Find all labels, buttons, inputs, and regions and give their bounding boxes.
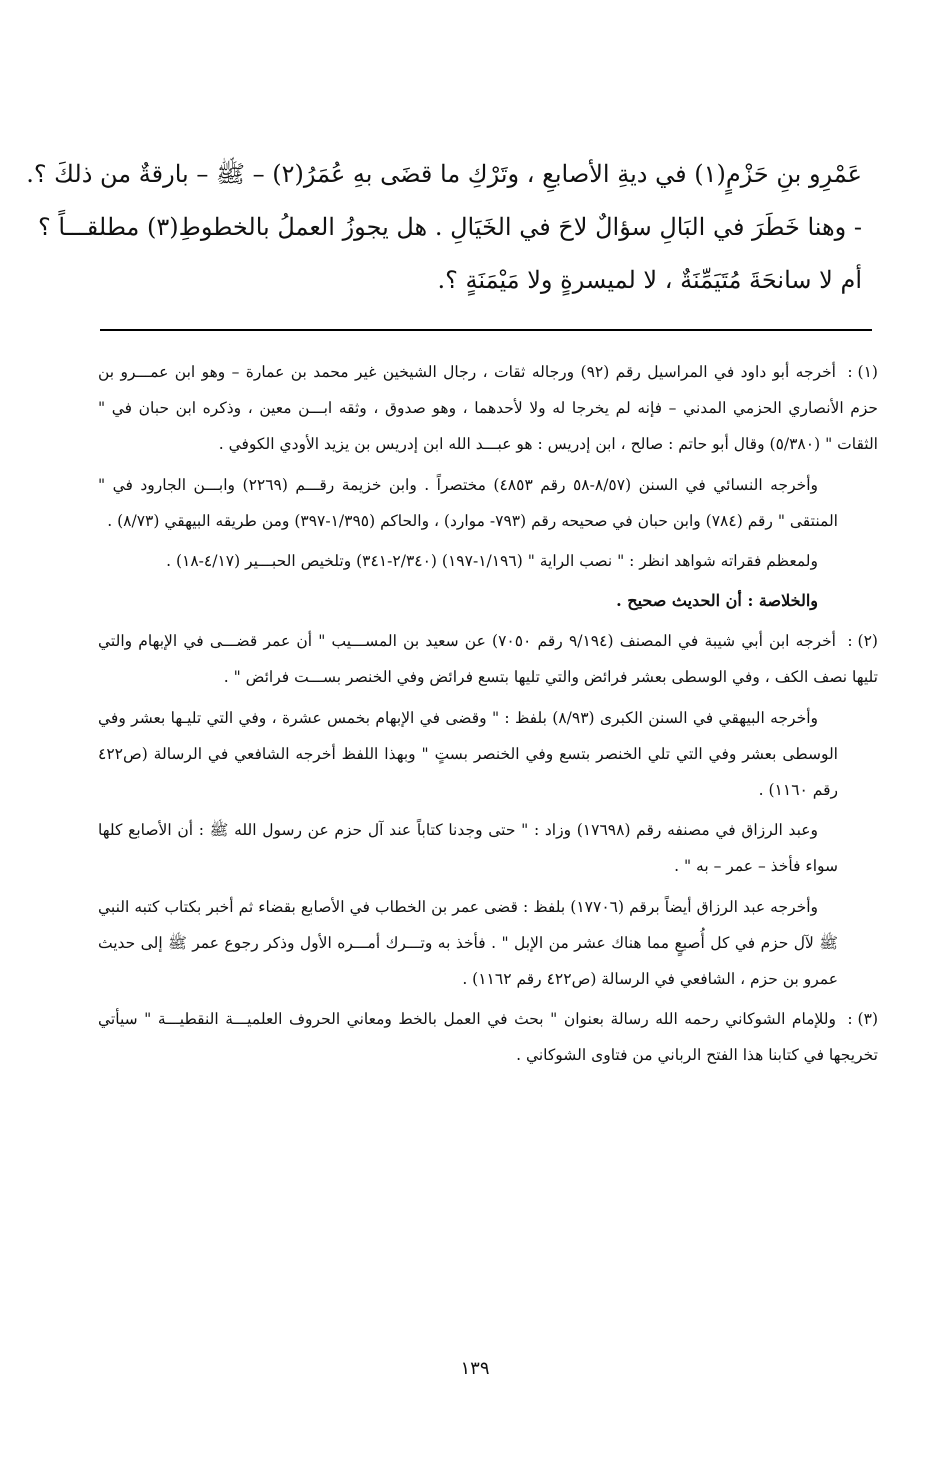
page-number: ١٣٩ [460,1358,490,1379]
footnote-2-paragraph: وأخرجه البيهقي في السنن الكبرى (٨/٩٣) بلفظ : " وقضى في الإبهام بخمس عشرة ، وفي التي تليـها بعشر وفي الوسطى بعشر وفي التي تلي الخنصر بتسع وفي الخنصر بستٍ " وبهذا اللفظ أخرجه الشافعي في الرسالة (ص٤٢٢ رقم ١١٦٠) . [98,708,838,800]
footnote-2 [98,623,878,695]
main-text [26,148,862,307]
footnote-2-paragraph: وأخرجه عبد الرزاق أيضاً برقم (١٧٧٠٦) بلفظ : قضى عمر بن الخطاب في الأصابع بقضاء ثم أخبر بكتاب كتبه النبي ﷺ لآل حزم في كل أُصبعٍ مما هناك عشر من الإبل " . فأخذ به وتـــرك أمـــره الأول وذكر رجوع عمر ﷺ إلى حديث عمرو بن حزم ، الشافعي في الرسالة (ص٤٢٢ رقم ١١٦٢) . [98,897,838,989]
footnotes [98,354,878,1078]
footnote-1-paragraph: وأخرجه النسائي في السنن (٨/٥٧-٥٨ رقم ٤٨٥٣) مختصراً . وابن خزيمة رقـــم (٢٢٦٩) وابـــن الجارود في " المنتقى " رقم (٧٨٤) وابن حبان في صحيحه رقم (٧٩٣- موارد) ، والحاكم (١/٣٩٥-٣٩٧) ومن طريقه البيهقي (٨/٧٣) . [98,475,838,530]
footnote-3 [98,1001,878,1073]
footnote-2-paragraph: وعبد الرزاق في مصنفه رقم (١٧٦٩٨) وزاد : " حتى وجدنا كتاباً عند آل حزم عن رسول الله ﷺ : أن الأصابع كلها سواء فأخذ – عمر – به " . [98,821,838,876]
main-text-line-1: عَمْرِو بنِ حَزْمٍ(١) في ديةِ الأصابعِ ، وتَرْكِ ما قضَى بهِ عُمَرُ(٢) – ﷺ – بارقةٌ من ذلكَ ؟. [26,160,862,188]
footnote-1-paragraph: ولمعظم فقراته شواهد انظر : " نصب الراية " (١/١٩٦-١٩٧) (٢/٣٤٠-٣٤١) وتلخيص الحبـــير (٤/١٧-١٨) . [166,552,818,571]
footnote-number: (٢) : [847,632,878,651]
main-text-line-2: - وهنا خَطَرَ في البَالِ سؤالٌ لاحَ في الخَيَالِ . هل يجوزُ العملُ بالخطوطِ(٣) مطلقـــاً ؟ [37,213,862,241]
footnote-separator [100,329,872,331]
main-text-line-3: أم لا سانحَةَ مُتَيَمِّنَةٌ ، لا لميسرةٍ ولا مَيْمَنَةٍ ؟. [437,266,862,294]
footnote-1 [98,354,878,463]
footnote-1-conclusion: والخلاصة : أن الحديث صحيح . [616,591,818,611]
footnote-text: وللإمام الشوكاني رحمه الله رسالة بعنوان " بحث في العمل بالخط ومعاني الحروف العلميـــة النقطيـــة " سيأتي تخريجها في كتابنا هذا الفتح الرباني من فتاوى الشوكاني . [98,1010,878,1065]
footnote-text: أخرجه ابن أبي شيبة في المصنف (٩/١٩٤ رقم ٧٠٥٠) عن سعيد بن المســـيب " أن عمر قضـــى في الإبهام والتي تليها نصف الكف ، وفي الوسطى بعشر فرائض والتي تليها بتسع فرائض وفي الخنصر بســـت فرائض " . [98,632,878,687]
footnote-number: (٣) : [847,1010,878,1029]
footnote-text: أخرجه أبو داود في المراسيل رقم (٩٢) ورجاله ثقات ، رجال الشيخين غير محمد بن عمارة – وهو ابن عمـــرو بن حزم الأنصاري الحزمي المدني – فإنه لم يخرجا له ولا لأحدهما ، وهو صدوق ، وثقه ابـــن معين ، وذكره ابن حبان في " الثقات " (٥/٣٨٠) وقال أبو حاتم : صالح ، ابن إدريس : هو عبـــد الله ابن إدريس بن يزيد الأودي الكوفي . [98,363,878,454]
footnote-number: (١) : [847,363,878,381]
